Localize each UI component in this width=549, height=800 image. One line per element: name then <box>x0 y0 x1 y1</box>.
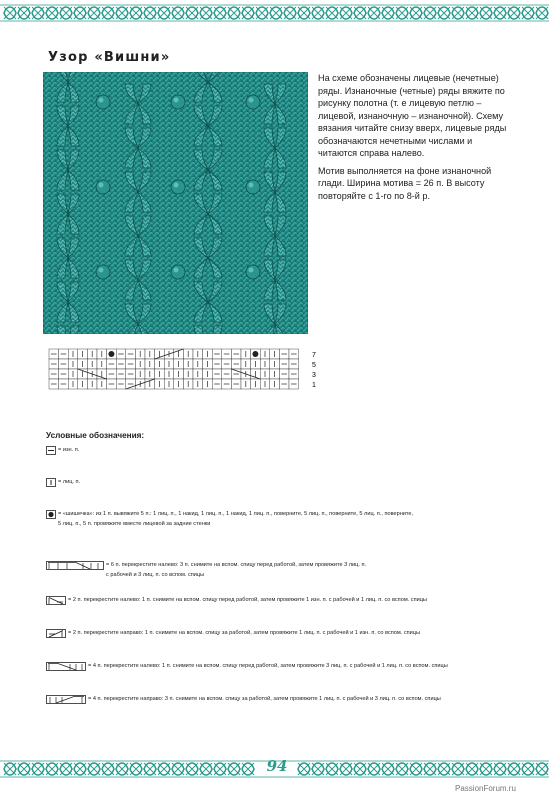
legend-text: = 2 п. перекрестите налево: 1 п. снимите на вспом. спицу перед работой, затем провяжите 1 изн. п. с рабочей и 1 лиц. п. со вспом. спицы <box>68 597 427 603</box>
legend-text: = 4 п. перекрестите направо: 3 п. снимите на вспом. спицу за работой, затем провяжите 1 лиц. п. с рабочей и 3 лиц. п. со вспом. спицы <box>88 696 441 702</box>
knitting-chart <box>45 346 325 392</box>
description-paragraph: Мотив выполняется на фоне изнаночной глади. Ширина мотива = 26 п. В высоту повторяйте с 1-го по 8-й р. <box>318 165 492 201</box>
cross-4-right-symbol-icon <box>46 695 86 704</box>
description-paragraph: На схеме обозначены лицевые (нечетные) ряды. Изнаночные (четные) ряды вяжите по рисунку полотна (т. е лицевую петлю – лицевой, изнаночную – изнаночной). Схему вязания читайте снизу вверх, лицевые ряды обозначаются нечетными числами и читаются справа налево. <box>318 73 507 158</box>
legend-text: = 4 п. перекрестите налево: 1 п. снимите на вспом. спицу перед работой, затем провяжите 3 лиц. п. с рабочей и 1 лиц. п. со вспом. спицы <box>88 663 448 669</box>
legend-text: = 6 п. перекрестите налево: 3 п. снимите на вспом. спицу перед работой, затем провяжите 3 лиц. п. <box>106 562 367 568</box>
knit-sample-photo <box>43 72 308 334</box>
watermark: PassionForum.ru <box>455 784 516 793</box>
chart-row-number: 7 <box>312 352 316 359</box>
knit-symbol-icon <box>46 478 56 487</box>
cross-4-left-symbol-icon <box>46 662 86 671</box>
cross-6-left-symbol-icon <box>46 561 104 570</box>
legend-text: = изн. п. <box>58 447 80 453</box>
top-celtic-border <box>0 2 549 24</box>
legend-text: 5 лиц. п., 5 п. провяжите вместе лицевой за задние стенки <box>58 521 211 527</box>
page-number: 94 <box>266 757 288 775</box>
purl-symbol-icon <box>46 446 56 455</box>
legend-text: с рабочей и 3 лиц. п. со вспом. спицы <box>106 572 205 578</box>
bobble-symbol-icon <box>46 510 56 519</box>
pattern-description <box>318 72 508 207</box>
chart-row-number: 1 <box>312 382 316 389</box>
legend-title: Условные обозначения: <box>46 431 145 440</box>
cross-2-right-symbol-icon <box>46 629 66 638</box>
legend-text: = 2 п. перекрестите направо: 1 п. снимите на вспом. спицу за работой, затем провяжите 1 лиц. п. с рабочей и 1 изн. п. со вспом. спицы <box>68 630 420 636</box>
legend-text: = «шишечка»: из 1 п. вывяжите 5 п.: 1 лиц. п., 1 накид, 1 лиц. п., 1 накид, 1 лиц. п., поверните, 5 лиц. п., поверните, 5 лиц. п., поверните, <box>58 511 414 517</box>
chart-row-number: 5 <box>312 362 316 369</box>
page-title: Узор «Вишни» <box>48 50 171 65</box>
legend-text: = лиц. п. <box>58 479 81 485</box>
chart-row-number: 3 <box>312 372 316 379</box>
cross-2-left-symbol-icon <box>46 596 66 605</box>
